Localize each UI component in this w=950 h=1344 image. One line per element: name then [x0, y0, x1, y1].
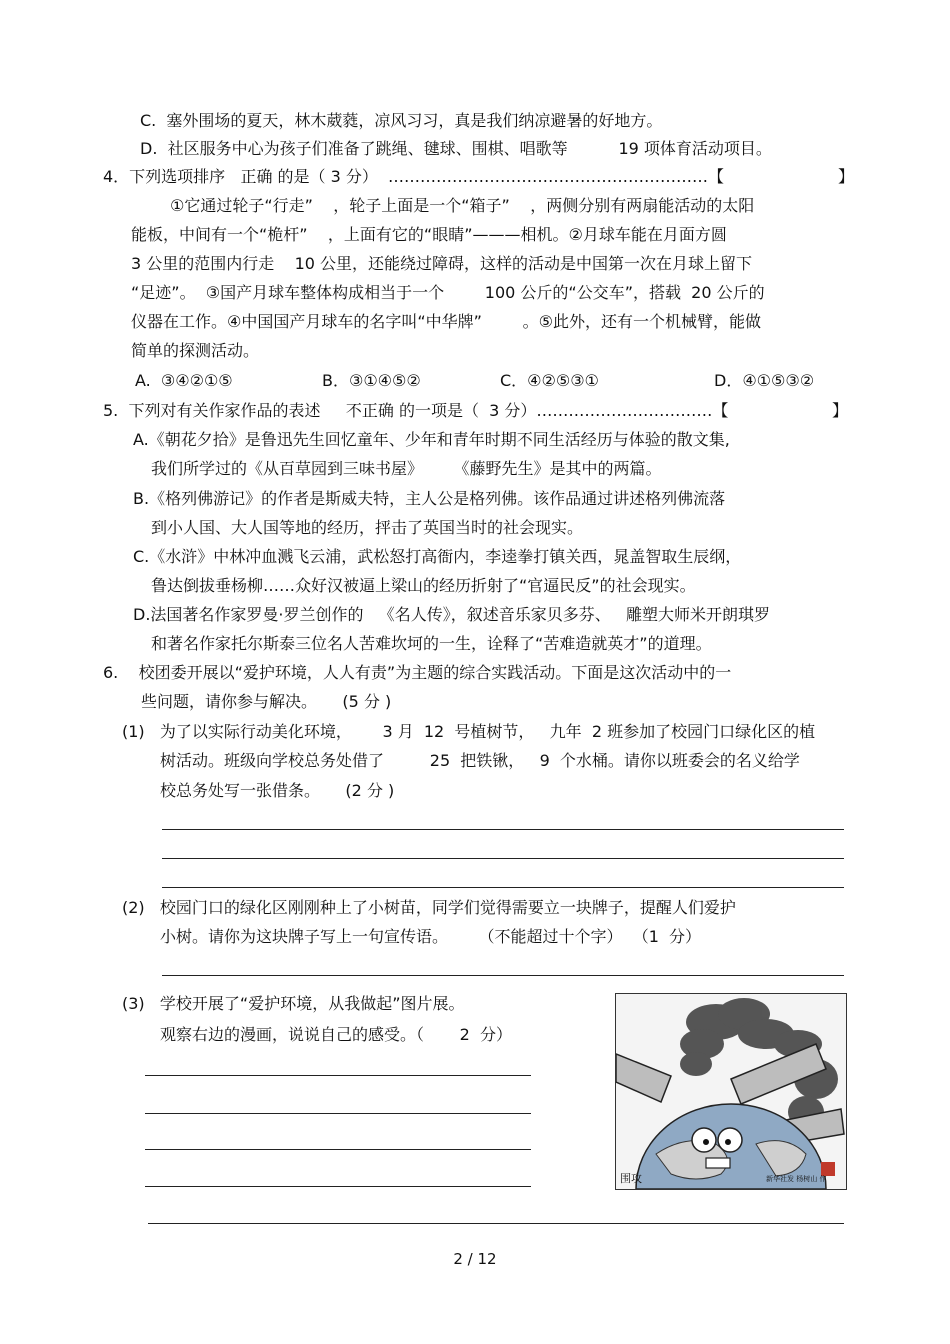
- answer-line[interactable]: [162, 887, 844, 888]
- q6-part1-line: (1) 为了以实际行动美化环境， 3 月 12 号植树节， 九年 2 班参加了校园门口绿化区的植: [122, 722, 816, 741]
- q5-option-line: D.法国著名作家罗曼·罗兰创作的 《名人传》，叙述音乐家贝多芬、 雕塑大师米开朗琪罗: [133, 605, 771, 624]
- q4-passage-line: 3 公里的范围内行走 10 公里，还能绕过障碍，这样的活动是中国第一次在月球上留下: [131, 254, 753, 273]
- q4-passage-line: 仪器在工作。④中国国产月球车的名字叫“中华牌” 。⑤此外，还有一个机械臂，能做: [131, 312, 761, 331]
- q4-bracket-close: 】: [838, 167, 855, 186]
- q6-part1-line: 校总务处写一张借条。 (2 分 ): [160, 781, 395, 800]
- answer-line[interactable]: [145, 1149, 531, 1150]
- q5-option-line: 到小人国、大人国等地的经历，抨击了英国当时的社会现实。: [151, 518, 584, 537]
- answer-line[interactable]: [162, 858, 844, 859]
- q3-option-c: C. 塞外围场的夏天，林木葳蕤，凉风习习，真是我们纳凉避暑的好地方。: [140, 111, 663, 130]
- q5-option-line: 和著名作家托尔斯泰三位名人苦难坎坷的一生，诠释了“苦难造就英才”的道理。: [151, 634, 712, 653]
- q4-passage-line: “足迹”。 ③国产月球车整体构成相当于一个 100 公斤的“公交车”，搭载 20 公斤的: [131, 283, 765, 302]
- cartoon-credit: 新华社发 杨树山 作: [766, 1175, 827, 1183]
- q5-stem: 5. 下列对有关作家作品的表述 不正确 的一项是（ 3 分）……………………………【: [103, 401, 729, 420]
- answer-line[interactable]: [145, 1075, 531, 1076]
- answer-line[interactable]: [162, 975, 844, 976]
- q4-option-b: B．③①④⑤②: [322, 371, 421, 390]
- q6-part2-line: (2) 校园门口的绿化区刚刚种上了小树苗，同学们觉得需要立一块牌子，提醒人们爱护: [122, 898, 736, 917]
- q4-stem: 4．下列选项排序 正确 的是（ 3 分） ……………………………………………………【: [103, 167, 725, 186]
- q5-option-line: 鲁达倒拔垂杨柳……众好汉被逼上梁山的经历折射了“官逼民反”的社会现实。: [151, 576, 696, 595]
- q5-option-line: A.《朝花夕拾》是鲁迅先生回忆童年、少年和青年时期不同生活经历与体验的散文集,: [133, 430, 730, 449]
- q5-bracket-close: 】: [832, 401, 849, 420]
- q3-option-d: D. 社区服务中心为孩子们准备了跳绳、毽球、围棋、唱歌等 19 项体育活动项目。: [140, 139, 772, 158]
- q6-part3-line: 观察右边的漫画，说说自己的感受。（ 2 分）: [160, 1025, 512, 1044]
- q4-passage-line: ①它通过轮子“行走” ，轮子上面是一个“箱子” ，两侧分别有两扇能活动的太阳: [170, 196, 755, 215]
- answer-line[interactable]: [145, 1186, 531, 1187]
- q6-part3-line: (3) 学校开展了“爱护环境，从我做起”图片展。: [122, 994, 465, 1013]
- q6-part2-line: 小树。请你为这块牌子写上一句宣传语。 （不能超过十个字） （1 分）: [160, 927, 702, 946]
- q4-passage-line: 简单的探测活动。: [131, 341, 260, 360]
- cartoon-drawing: [616, 994, 846, 1189]
- q4-option-c: C．④②⑤③①: [500, 371, 599, 390]
- q4-option-a: A. ③④②①⑤: [135, 371, 233, 390]
- q5-option-line: C.《水浒》中林冲血溅飞云浦，武松怒打高衙内，李逵拳打镇关西，晁盖智取生辰纲，: [133, 547, 742, 566]
- answer-line[interactable]: [145, 1113, 531, 1114]
- cartoon-image: [615, 993, 847, 1190]
- q4-passage-line: 能板，中间有一个“桅杆” ，上面有它的“眼睛”———相机。②月球车能在月面方圆: [131, 225, 727, 244]
- q6-part1-line: 树活动。班级向学校总务处借了 25 把铁锹， 9 个水桶。请你以班委会的名义给学: [160, 751, 800, 770]
- q5-option-line: 我们所学过的《从百草园到三味书屋》 《藤野先生》是其中的两篇。: [151, 459, 662, 478]
- cartoon-caption: 围攻: [620, 1172, 642, 1185]
- answer-line[interactable]: [162, 829, 844, 830]
- q6-stem: 6. 校团委开展以“爱护环境，人人有责”为主题的综合实践活动。下面是这次活动中的一: [103, 663, 732, 682]
- q4-option-d: D．④①⑤③②: [714, 371, 815, 390]
- page-number: 2 / 12: [453, 1250, 497, 1268]
- answer-line[interactable]: [148, 1223, 844, 1224]
- q6-stem-cont: 些问题，请你参与解决。 (5 分 ): [141, 692, 392, 711]
- q5-option-line: B.《格列佛游记》的作者是斯威夫特，主人公是格列佛。该作品通过讲述格列佛流落: [133, 489, 726, 508]
